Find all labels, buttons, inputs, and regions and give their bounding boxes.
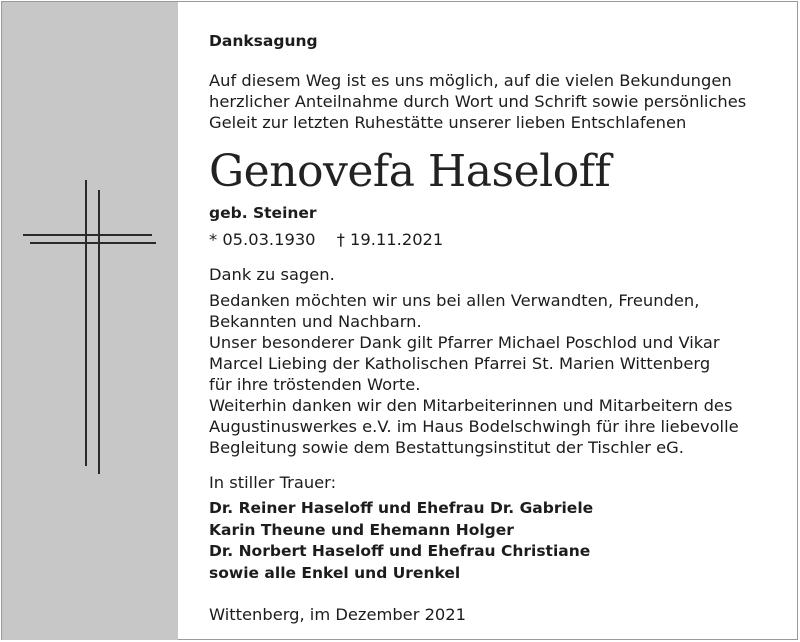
deceased-name: Genovefa Haseloff [209,146,611,197]
body-line: Marcel Liebing der Katholischen Pfarrei St. Marien Wittenberg [209,354,711,373]
maiden-name: geb. Steiner [209,204,317,222]
sidebar-panel [2,2,178,640]
birth-date: * 05.03.1930 [209,230,316,249]
mourner-entry: sowie alle Enkel und Urenkel [209,563,461,582]
mourner-entry: Dr. Reiner Haseloff und Ehefrau Dr. Gabriele [209,499,594,517]
body-line: Begleitung sowie dem Bestattungsinstitut der Tischler eG. [209,438,684,457]
thanks-line: Dank zu sagen. [209,265,335,284]
intro-text [209,70,746,133]
body-line: Bedanken möchten wir uns bei allen Verwandten, Freunden, [209,291,700,310]
thanks-body [209,290,739,458]
body-line: Augustinuswerkes e.V. im Haus Bodelschwingh für ihre liebevolle [209,417,739,436]
death-date: † 19.11.2021 [336,230,444,249]
body-line: Bekannten und Nachbarn. [209,312,422,331]
intro-line: Geleit zur letzten Ruhestätte unserer lieben Entschlafenen [209,113,687,132]
mourning-label: In stiller Trauer: [209,473,337,492]
intro-line: Auf diesem Weg ist es uns möglich, auf die vielen Bekundungen [209,71,732,90]
life-dates [209,230,443,249]
body-line: Unser besonderer Dank gilt Pfarrer Michael Poschlod und Vikar [209,333,720,352]
intro-line: herzlicher Anteilnahme durch Wort und Schrift sowie persönliches [209,92,747,111]
body-line: für ihre tröstenden Worte. [209,375,421,394]
notice-heading: Danksagung [209,32,318,50]
body-line: Weiterhin danken wir den Mitarbeiterinnen und Mitarbeitern des [209,396,733,415]
mourners-list [209,498,593,584]
mourner-entry: Dr. Norbert Haseloff und Ehefrau Christiane [209,542,591,560]
mourner-entry: Karin Theune und Ehemann Holger [209,520,514,539]
cross-icon [2,2,178,640]
place-date: Wittenberg, im Dezember 2021 [209,605,467,624]
